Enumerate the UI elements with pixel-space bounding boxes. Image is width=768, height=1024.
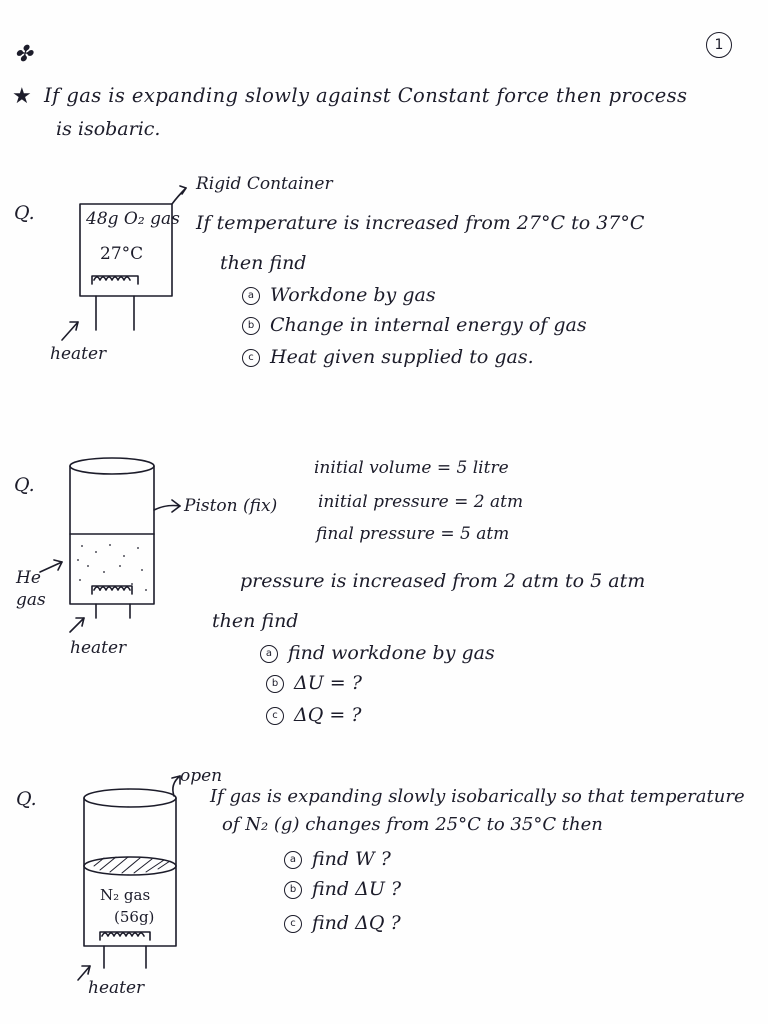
q3-piston	[84, 857, 176, 875]
q1-box-line-1: 48g O₂ gas	[86, 209, 180, 229]
q2-option-c-text: ΔQ = ?	[294, 704, 362, 726]
q2-stem-2: then find	[212, 610, 299, 632]
q1-option-b	[242, 316, 587, 335]
q1-option-a	[242, 286, 436, 305]
q2-gas-dots	[77, 544, 147, 591]
q3-gas-line-2: (56g)	[114, 908, 155, 926]
q1-option-b-mark: b	[242, 317, 260, 335]
q1-box-line-2: 27°C	[100, 244, 144, 264]
q2-option-a	[260, 644, 495, 663]
q2-option-c	[266, 706, 361, 725]
q2-given-2: initial pressure = 2 atm	[318, 492, 524, 512]
q2-gas-label-1: He	[16, 568, 41, 588]
q3-option-b-text: find ΔU ?	[312, 878, 402, 900]
q3-option-a	[284, 850, 391, 869]
q3-option-b-mark: b	[284, 881, 302, 899]
q2-piston-label: Piston (fix)	[184, 496, 278, 516]
intro-line-2: is isobaric.	[56, 118, 161, 140]
q2-option-c-mark: c	[266, 707, 284, 725]
q2-heater-label: heater	[70, 638, 127, 658]
page-number: 1	[706, 32, 732, 58]
q2-heater-coil-icon	[40, 560, 132, 632]
q1-rigid-label: Rigid Container	[196, 174, 333, 194]
q1-heater-label: heater	[50, 344, 107, 364]
q3-option-c	[284, 914, 401, 933]
q1-rigid-container	[80, 186, 186, 296]
q1-stem-2: then find	[220, 252, 307, 274]
q1-option-c-text: Heat given supplied to gas.	[270, 346, 534, 368]
q1-option-a-mark: a	[242, 287, 260, 305]
q2-cylinder	[70, 458, 180, 604]
q1-label: Q.	[14, 202, 35, 224]
q2-option-b	[266, 674, 362, 693]
q3-label: Q.	[16, 788, 37, 810]
q3-option-b	[284, 880, 401, 899]
q3-open-label: open	[180, 766, 223, 786]
corner-mark: ✤	[14, 42, 33, 67]
q1-heater-coil-icon	[62, 276, 138, 340]
star-icon: ★	[12, 84, 32, 109]
q2-option-b-text: ΔU = ?	[294, 672, 362, 694]
intro-line-1: If gas is expanding slowly against Constant force then process	[44, 84, 688, 107]
q2-given-3: final pressure = 5 atm	[316, 524, 510, 544]
q3-stem-1: If gas is expanding slowly isobarically so that temperature	[210, 786, 745, 807]
q3-gas-line-1: N₂ gas	[100, 886, 151, 904]
q3-option-a-mark: a	[284, 851, 302, 869]
q2-option-b-mark: b	[266, 675, 284, 693]
q3-option-c-text: find ΔQ ?	[312, 912, 401, 934]
q3-heater-label: heater	[88, 978, 145, 998]
q1-option-a-text: Workdone by gas	[270, 284, 436, 306]
q3-option-c-mark: c	[284, 915, 302, 933]
q2-option-a-text: find workdone by gas	[288, 642, 495, 664]
q3-option-a-text: find W ?	[312, 848, 391, 870]
q3-heater-coil-icon	[78, 932, 150, 980]
q2-gas-label-2: gas	[16, 590, 46, 610]
q1-option-c	[242, 348, 534, 367]
q2-label: Q.	[14, 474, 35, 496]
q2-stem-1: pressure is increased from 2 atm to 5 atm	[240, 570, 646, 592]
q3-stem-2: of N₂ (g) changes from 25°C to 35°C then	[222, 814, 603, 835]
q1-stem-1: If temperature is increased from 27°C to 37°C	[196, 212, 645, 234]
q2-option-a-mark: a	[260, 645, 278, 663]
q1-option-c-mark: c	[242, 349, 260, 367]
q2-given-1: initial volume = 5 litre	[314, 458, 509, 478]
q1-option-b-text: Change in internal energy of gas	[270, 314, 587, 336]
